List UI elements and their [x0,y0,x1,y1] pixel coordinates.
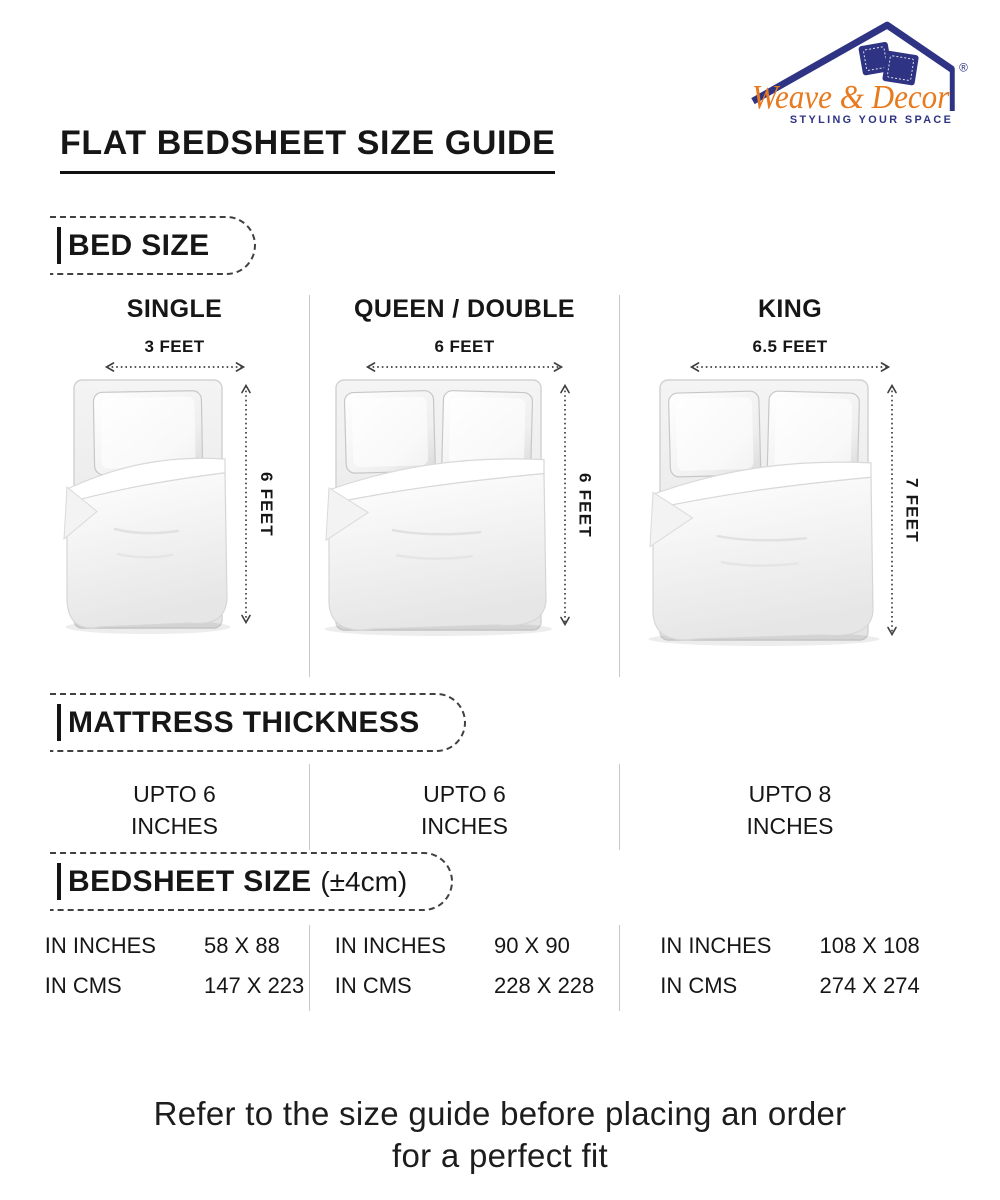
mattress-thickness-row [40,764,960,850]
inches-value: 58 X 88 [203,933,280,959]
inches-value: 90 X 90 [493,933,570,959]
bed-column-king [620,295,960,677]
inches-label: IN INCHES [44,933,156,959]
logo-tagline: STYLING YOUR SPACE [789,113,954,126]
bed-length-label: 7 FEET [902,477,922,543]
logo-brand-text: Weave & Decor [751,78,951,116]
section-header-bed-size-label: BED SIZE [68,229,210,262]
inches-label: IN INCHES [334,933,446,959]
length-dimension-arrow [885,379,899,641]
bed-name-single: SINGLE [126,295,223,323]
page-title: FLAT BEDSHEET SIZE GUIDE [60,126,555,174]
bed-size-row [40,295,960,677]
cms-label: IN CMS [334,972,412,998]
size-king [620,925,960,1011]
cms-label: IN CMS [44,972,122,998]
size-queen [310,925,620,1011]
bed-figure-queen [335,337,595,631]
section-header-bed-size [50,216,256,275]
thickness-value-line2: INCHES [131,813,218,840]
bed-name-queen: QUEEN / DOUBLE [354,295,575,323]
thickness-value-line1: UPTO 6 [133,781,216,807]
cms-label: IN CMS [660,972,738,998]
bed-width-label: 3 FEET [144,337,205,356]
section-header-mattress-thickness [50,693,466,752]
size-single [40,925,310,1011]
bed-column-queen [310,295,620,677]
inches-label: IN INCHES [660,933,772,959]
section-header-bedsheet-size [50,852,453,911]
width-dimension-arrow [100,361,250,373]
footer-line-1: Refer to the size guide before placing an order [153,1095,847,1133]
section-header-bedsheet-label: BEDSHEET SIZE [68,865,312,899]
bed-figure-single [73,337,276,629]
bedsheet-size-tolerance: (±4cm) [320,866,408,898]
logo-registered-mark: ® [959,60,968,75]
brand-logo [750,12,972,128]
bed-illustration [73,379,223,629]
thickness-single [40,764,310,850]
bed-illustration [335,379,542,631]
thickness-value-line1: UPTO 8 [748,781,832,807]
width-dimension-arrow [685,361,895,373]
section-header-mattress-label: MATTRESS THICKNESS [68,706,420,739]
inches-value: 108 X 108 [819,933,920,959]
bed-figure-king [659,337,922,641]
width-dimension-arrow [361,361,568,373]
footer-note [0,1093,1000,1177]
length-dimension-arrow [239,379,253,629]
cms-value: 147 X 223 [203,972,305,998]
bed-length-label: 6 FEET [257,471,276,537]
length-dimension-arrow [558,379,572,631]
cms-value: 274 X 274 [819,972,920,998]
bed-length-label: 6 FEET [575,472,595,538]
bed-illustration [659,379,869,641]
thickness-value-line1: UPTO 6 [423,781,506,807]
cms-value: 228 X 228 [493,972,595,998]
thickness-value-line2: INCHES [746,813,834,840]
bed-width-label: 6.5 FEET [752,337,828,356]
thickness-king [620,764,960,850]
bed-name-king: KING [757,295,823,323]
thickness-value-line2: INCHES [421,813,508,840]
bed-width-label: 6 FEET [434,337,495,356]
footer-line-2: for a perfect fit [391,1137,609,1175]
thickness-queen [310,764,620,850]
bed-column-single [40,295,310,677]
bedsheet-size-row [40,925,960,1011]
